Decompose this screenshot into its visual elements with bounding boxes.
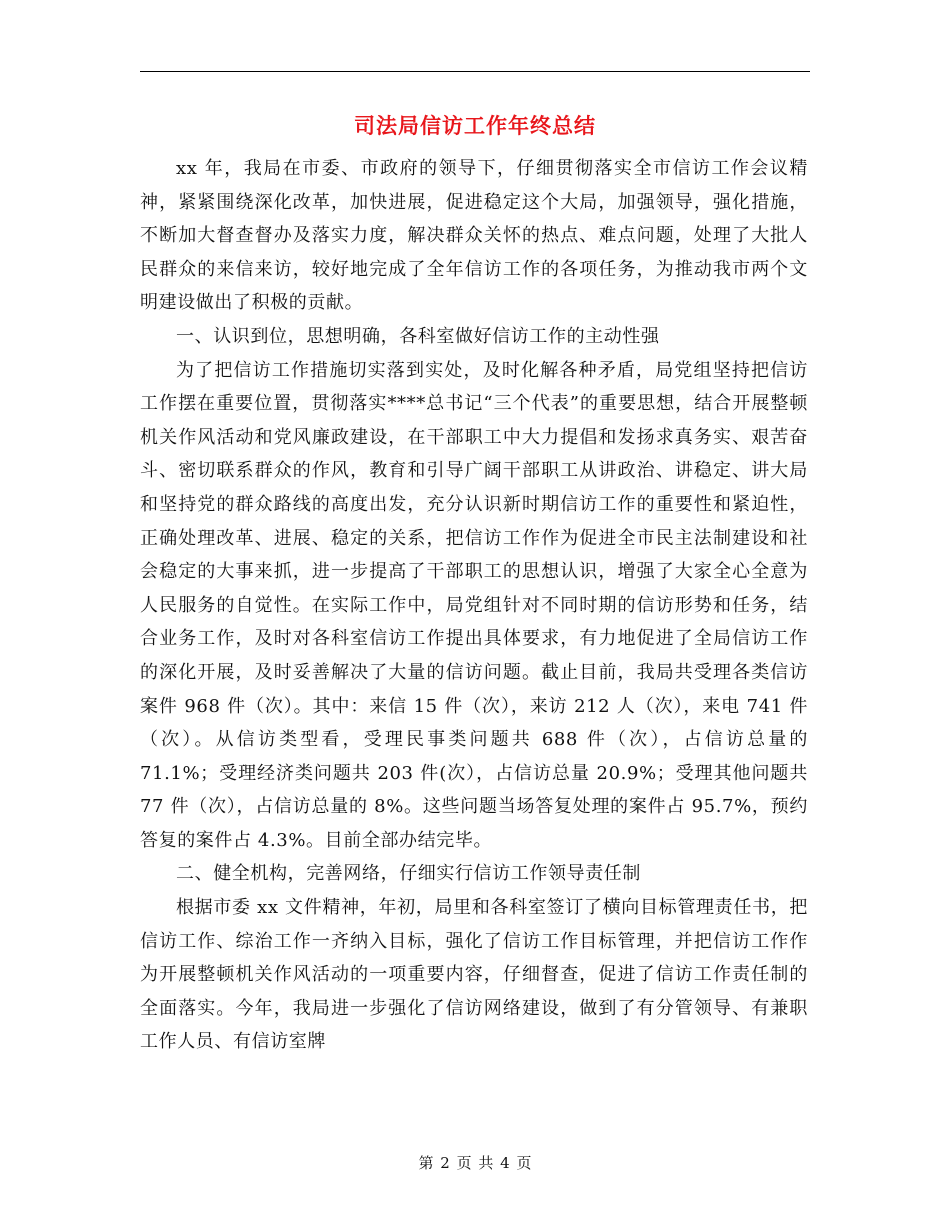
section-1-paragraph: 为了把信访工作措施切实落到实处，及时化解各种矛盾，局党组坚持把信访工作摆在重要位置，贯彻落实****总书记“三个代表”的重要思想，结合开展整顿机关作风活动和党风廉政建设，在干部职工中大力提倡和发扬求真务实、艰苦奋斗、密切联系群众的作风，教育和引导广阔干部职工从讲政治、讲稳定、讲大局和坚持党的群众路线的高度出发，充分认识新时期信访工作的重要性和紧迫性，正确处理改革、进展、稳定的关系，把信访工作作为促进全市民主法制建设和社会稳定的大事来抓，进一步提高了干部职工的思想认识，增强了大家全心全意为人民服务的自觉性。在实际工作中，局党组针对不同时期的信访形势和任务，结合业务工作，及时对各科室信访工作提出具体要求，有力地促进了全局信访工作的深化开展，及时妥善解决了大量的信访问题。截止目前，我局共受理各类信访案件 968 件（次）。其中：来信 15 件（次），来访 212 人（次），来电 741 件（次）。从信访类型看，受理民事类问题共 688 件（次），占信访总量的 71.1%；受理经济类问题共 203 件(次），占信访总量 20.9%；受理其他问题共 77 件（次），占信访总量的 8%。这些问题当场答复处理的案件占 95.7%，预约答复的案件占 4.3%。目前全部办结完毕。 <box>140 359 808 851</box>
document-body <box>140 152 808 1059</box>
page-number-footer: 第 2 页 共 4 页 <box>418 1154 532 1172</box>
header-rule <box>140 71 810 72</box>
section-heading-1: 一、认识到位，思想明确，各科室做好信访工作的主动性强 <box>176 325 660 347</box>
intro-paragraph: xx 年，我局在市委、市政府的领导下，仔细贯彻落实全市信访工作会议精神，紧紧围绕深化改革，加快进展，促进稳定这个大局，加强领导，强化措施，不断加大督查督办及落实力度，解决群众关怀的热点、难点问题，处理了大批人民群众的来信来访，较好地完成了全年信访工作的各项任务，为推动我市两个文明建设做出了积极的贡献。 <box>140 158 808 314</box>
section-heading-2: 二、健全机构，完善网络，仔细实行信访工作领导责任制 <box>176 863 641 885</box>
section-2-paragraph: 根据市委 xx 文件精神，年初，局里和各科室签订了横向目标管理责任书，把信访工作、综治工作一齐纳入目标，强化了信访工作目标管理，并把信访工作作为开展整顿机关作风活动的一项重要内容，仔细督查，促进了信访工作责任制的全面落实。今年，我局进一步强化了信访网络建设，做到了有分管领导、有兼职工作人员、有信访室牌 <box>140 897 808 1053</box>
document-title: 司法局信访工作年终总结 <box>354 114 596 138</box>
